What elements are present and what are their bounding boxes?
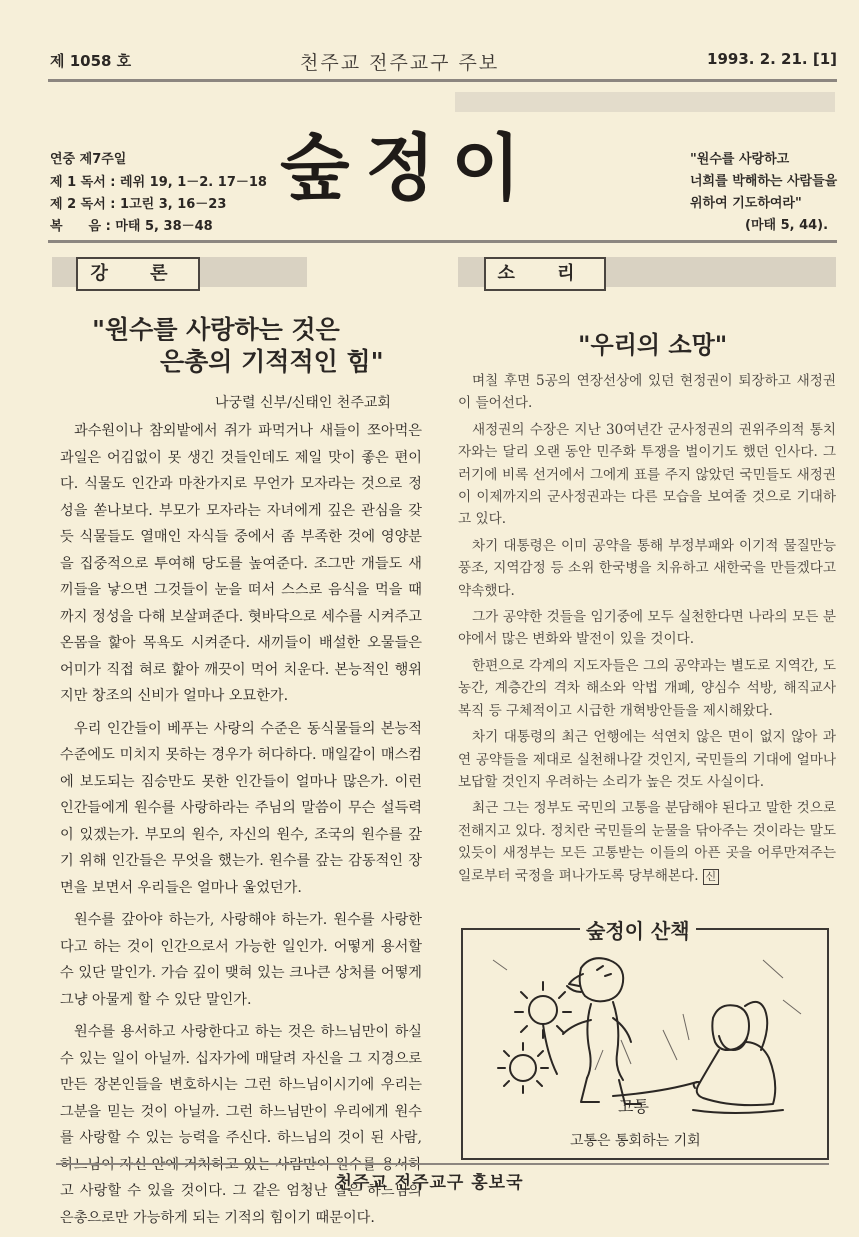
section-bar-homily — [52, 257, 307, 287]
editorial-paragraph-text: 최근 그는 정부도 국민의 고통을 분담해야 된다고 말한 것으로 전해지고 있다. 정치란 국민들의 눈물을 닦아주는 것이라는 말도 있듯이 새정부는 모든 고통받는 이들의 아픈 곳을 어루만져주는 일로부터 국정을 펴나가도록 당부해본다. — [458, 800, 836, 884]
shouting-man-body — [587, 1002, 623, 1080]
flower-head — [529, 996, 557, 1024]
quote-line: "원수를 사랑하고 — [690, 152, 790, 167]
editorial-paragraph: 차기 대통령은 이미 공약을 통해 부정부패와 이기적 물질만능 풍조, 지역감정 등 소위 한국병을 치유하고 새한국을 만들겠다고 약속했다. — [458, 537, 836, 599]
footer-publisher: 천주교 전주교구 홍보국 — [335, 1173, 524, 1193]
shouting-man-head — [580, 958, 624, 1001]
editorial-paragraph: 한편으로 각계의 지도자들은 그의 공약과는 별도로 지역간, 도농간, 계층간의 격차 해소와 악법 개폐, 양심수 석방, 해직교사 복직 등 구체적이고 시급한 개혁방안들을 제시해왔다. — [458, 657, 836, 719]
publication-name: 천주교 전주교구 주보 — [300, 52, 500, 74]
cartoon-title: 숲정이 산책 — [580, 915, 696, 944]
second-reading: 제 2 독서 : 1고린 3, 16－23 — [50, 197, 227, 212]
homily-title-line1: "원수를 사랑하는 것은 — [92, 315, 340, 344]
issue-number: 제 1058 호 — [50, 52, 132, 70]
header-rule — [48, 79, 837, 82]
flower-head — [510, 1055, 536, 1081]
quote-line: 위하여 기도하여라" — [690, 196, 802, 211]
header-bottom-rule — [48, 240, 837, 243]
editorial-paragraph: 며칠 후면 5공의 연장선상에 있던 현정권이 퇴장하고 새정권이 들어선다. — [458, 373, 836, 412]
issue-date: 1993. 2. 21. [1] — [707, 50, 837, 68]
quote-line: 너희를 박해하는 사람들을 — [690, 174, 838, 189]
homily-paragraph: 원수를 갚아야 하는가, 사랑해야 하는가. 원수를 사랑한다고 하는 것이 인간으로서 가능한 일인가. 어떻게 용서할 수 있단 말인가. 가슴 깊이 맺혀 있는 크나큰 상처를 어떻게 그냥 아물게 할 수 있단 말인가. — [60, 912, 422, 1008]
header-shade — [455, 92, 835, 112]
cartoon-word: 고통 — [618, 1097, 649, 1116]
editorial-title: "우리의 소망" — [578, 331, 728, 359]
homily-paragraph: 원수를 용서하고 사랑한다고 하는 것은 하느님만이 하실 수 있는 일이 아닐까. 십자가에 매달려 자신을 그 지경으로 만든 장본인들을 변호하시는 그런 하느님이시기에 우리는 그분을 믿는 것이 아닐까. 그런 하느님만이 우리에게 원수를 사랑할 수 있는 능력을 주신다. 하느님의 것이 된 사람, 고 사랑할 수 있을 것이다. 그 같은 엄청난 일은 하느님의 은총으로만 가능하게 되는 기적의 힘이기 때문이다. — [60, 1024, 422, 1226]
homily-paragraph: 우리 인간들이 베푸는 사랑의 수준은 동식물들의 본능적 수준에도 미치지 못하는 경우가 허다하다. 매일같이 매스컴에 보도되는 짐승만도 못한 인간들이 얼마나 많은가. 이런 인간들에게 원수를 사랑하라는 주님의 말씀이 무슨 설득력이 있겠는가. 부모의 원수, 자신의 원수, 조국의 원수를 갚기 위해 인간들은 무엇을 했는가. 원수를 갚는 감동적인 장면을 보면서 우리들은 얼마나 울었던가. — [60, 720, 422, 896]
footer-rule — [56, 1163, 829, 1165]
homily-paragraph: 과수원이나 참외밭에서 쥐가 파먹거나 새들이 쪼아먹은 과일은 어김없이 못 생긴 것들인데도 제일 맛이 좋은 편이다. 식물도 인간과 마찬가지로 무언가 모자라는 것으로 정성을 쏟나보다. 부모가 모자라는 자녀에게 깊은 관심을 갖듯 식물들도 열매인 자식들 중에서 좀 부족한 것에 영양분을 집중적으로 투여해 당도를 높여준다. 조그만 개들도 새끼들을 낳으면 그것들이 눈을 떠서 스스로 음식을 먹을 때까지 정성을 다해 보살펴준다. 혓바닥으로 세수를 시켜주고 온몸을 핥아 목욕도 시켜준다. 새끼들이 배설한 오물들은 어미가 직접 혀로 핥아 깨끗이 먹어 치운다. 본능적인 행위지만 창조의 신비가 얼마나 오묘한가. — [60, 423, 422, 704]
editorial-paragraph: 그가 공약한 것들을 임기중에 모두 실천한다면 나라의 모든 분야에서 많은 변화와 발전이 있을 것이다. — [458, 609, 836, 648]
masthead-title: 숲정이 — [280, 126, 537, 210]
liturgical-week: 연중 제7주일 — [50, 152, 127, 167]
first-reading: 제 1 독서 : 레위 19, 1－2. 17－18 — [50, 175, 267, 190]
homily-body — [60, 418, 422, 1237]
section-label-homily: 강 론 — [76, 257, 200, 291]
editorial-paragraph: 새정권의 수장은 지난 30여년간 군사정권의 권위주의적 통치자와는 달리 오랜 동안 민주화 투쟁을 벌이기도 했던 인사다. 그러기에 비록 선거에서 그에게 표를 주지 않았던 국민들도 새정권이 이제까지의 군사정권과는 다른 모습을 보여줄 것으로 기대하고 있다. — [458, 421, 836, 528]
editorial-body — [458, 370, 836, 891]
kneeling-figure-robe — [697, 1042, 776, 1105]
section-bar-editorial — [458, 257, 836, 287]
quote-reference: (마태 5, 44). — [745, 218, 829, 233]
homily-author: 나궁렬 신부/신태인 천주교회 — [215, 395, 391, 411]
cartoon-caption: 고통은 통회하는 기회 — [570, 1133, 701, 1149]
section-label-editorial: 소 리 — [484, 257, 606, 291]
editorial-paragraph: 차기 대통령의 최근 언행에는 석연치 않은 면이 없지 않아 과연 공약들을 제대로 실천해나갈 것인지, 국민들의 기대에 얼마나 보답할 것인지 우려하는 소리가 높은 것도 사실이다. — [458, 729, 836, 790]
homily-title-line2: 은총의 기적적인 힘" — [160, 347, 384, 376]
editorial-signature: 신 — [703, 869, 720, 885]
editorial-paragraph — [458, 797, 836, 887]
gospel-reading: 복 음 : 마태 5, 38－48 — [50, 219, 213, 234]
